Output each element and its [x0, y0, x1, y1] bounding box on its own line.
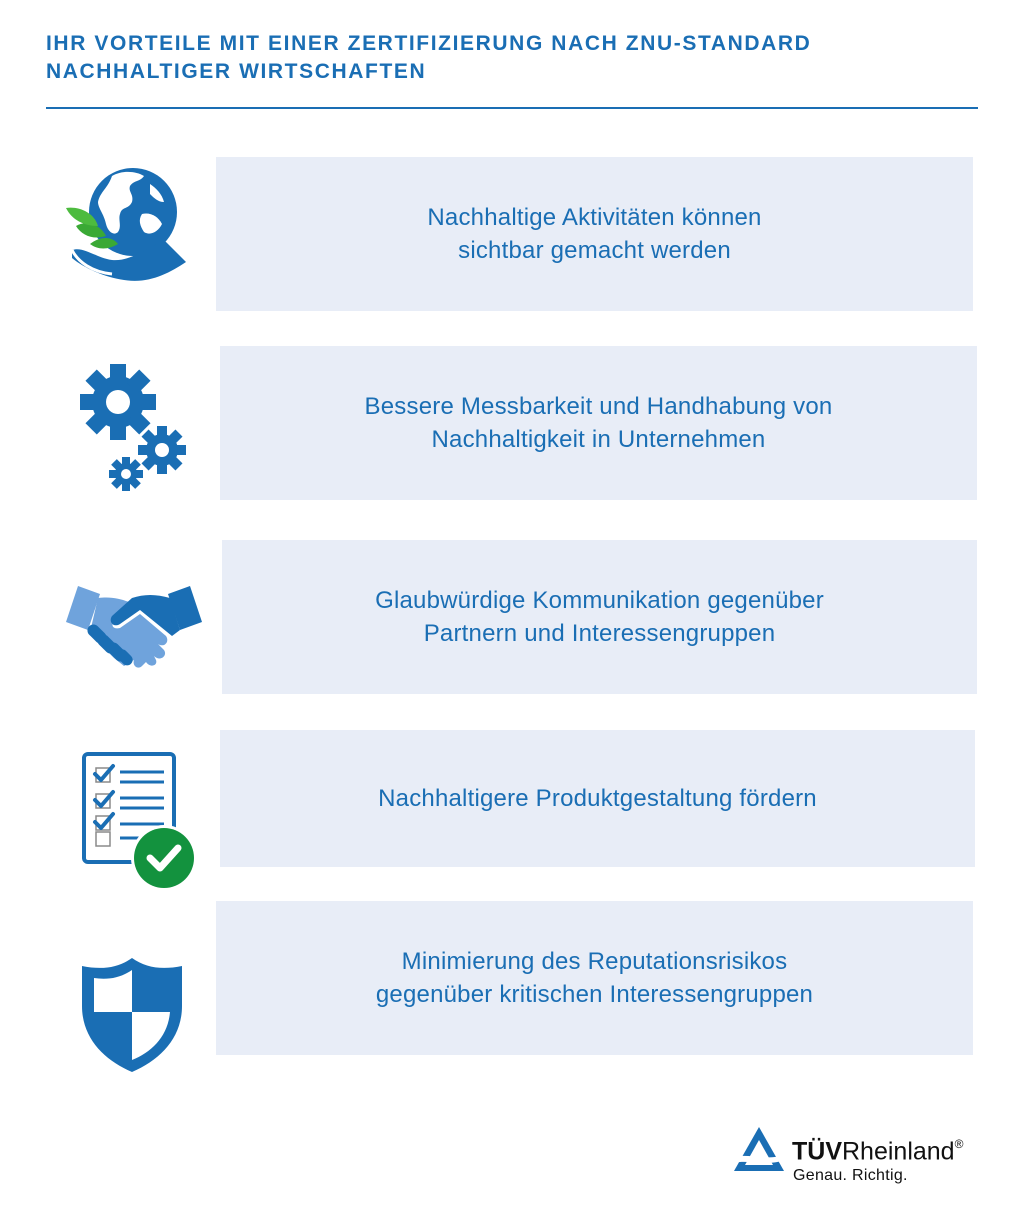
gears-icon	[78, 362, 190, 494]
globe-in-hand-icon	[64, 162, 190, 284]
logo-registered-mark: ®	[954, 1137, 964, 1151]
handshake-icon	[64, 580, 204, 670]
benefit-box-4	[220, 730, 975, 867]
benefit-1-line-1: Nachhaltige Aktivitäten können	[427, 204, 762, 231]
benefit-5-line-1: Minimierung des Reputationsrisikos	[401, 948, 788, 975]
tuv-triangle-icon	[732, 1125, 786, 1175]
benefit-box-5	[216, 901, 973, 1055]
benefit-4-line-1: Nachhaltigere Produktgestaltung fördern	[378, 785, 817, 812]
benefit-2-line-2: Nachhaltigkeit in Unternehmen	[431, 426, 766, 453]
logo-brand	[792, 1131, 963, 1166]
logo-tagline: Genau. Richtig.	[793, 1167, 908, 1184]
benefit-3-line-1: Glaubwürdige Kommunikation gegenüber	[375, 587, 824, 614]
title-divider	[46, 107, 978, 109]
title-line-2: NACHHALTIGER WIRTSCHAFTEN	[46, 60, 427, 83]
logo-brand-bold: TÜV	[792, 1137, 842, 1166]
benefit-5-line-2: gegenüber kritischen Interessengruppen	[375, 981, 814, 1008]
title-line-1: IHR VORTEILE MIT EINER ZERTIFIZIERUNG NACH ZNU-STANDARD	[46, 32, 812, 55]
benefit-box-1	[216, 157, 973, 311]
page-title	[46, 30, 986, 86]
benefit-box-2	[220, 346, 977, 500]
logo-brand-regular: Rheinland	[842, 1137, 955, 1166]
benefit-1-line-2: sichtbar gemacht werden	[458, 237, 731, 264]
shield-icon	[80, 956, 184, 1074]
tuv-rheinland-logo	[732, 1123, 982, 1193]
benefit-3-line-2: Partnern und Interessengruppen	[423, 620, 776, 647]
benefit-2-line-1: Bessere Messbarkeit und Handhabung von	[364, 393, 833, 420]
checklist-approved-icon	[80, 750, 200, 894]
benefit-box-3	[222, 540, 977, 694]
